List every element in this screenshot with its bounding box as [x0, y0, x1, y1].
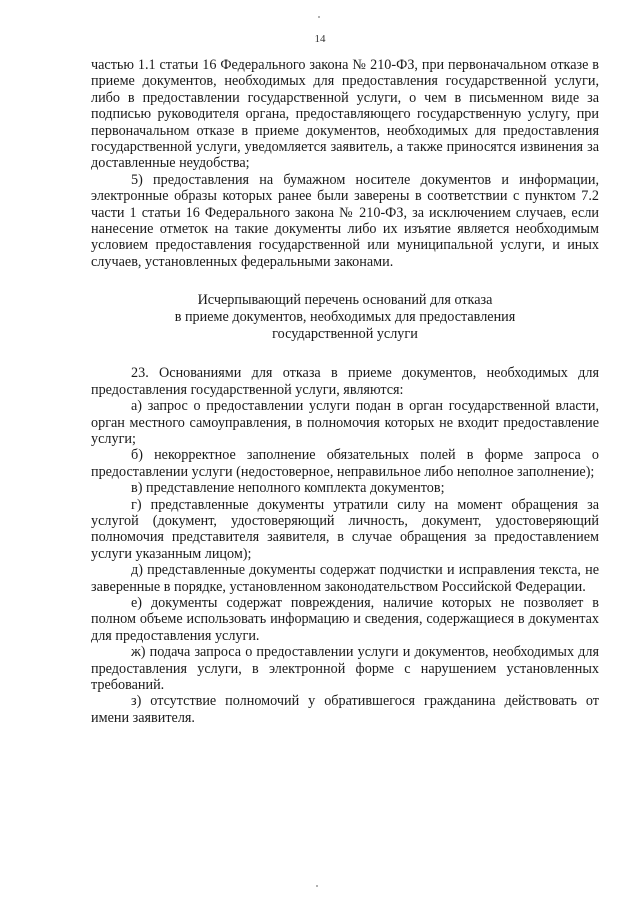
list-item-b: б) некорректное заполнение обязательных полей в форме запроса о предоставлении услуги (недостоверное, неправильное либо неполное заполнение);	[91, 447, 599, 480]
list-item-a: а) запрос о предоставлении услуги подан в орган государственной власти, орган местного самоуправления, в полномочия которых не входит предоставление услуги;	[91, 398, 599, 447]
list-item-e: е) документы содержат повреждения, наличие которых не позволяет в полном объеме использовать информацию и сведения, содержащиеся в документах для предоставления услуги.	[91, 594, 599, 644]
list-item-zh: ж) подача запроса о предоставлении услуги и документов, необходимых для предоставления услуги, в электронной форме с нарушением установленных требований.	[91, 644, 599, 693]
document-body	[91, 57, 599, 726]
section-heading-line: Исчерпывающий перечень оснований для отказа	[197, 292, 493, 309]
paragraph-clause-23: 23. Основаниями для отказа в приеме документов, необходимых для предоставления государственной услуги, являются:	[91, 365, 599, 398]
list-item-z: з) отсутствие полномочий у обратившегося гражданина действовать от имени заявителя.	[91, 693, 599, 726]
page-number: 14	[314, 33, 326, 45]
list-item-d: д) представленные документы содержат подчистки и исправления текста, не заверенные в порядке, установленном законодательством Российской Федерации.	[91, 562, 599, 595]
paragraph-item-5: 5) предоставления на бумажном носителе документов и информации, электронные образы которых ранее были заверены в соответствии с пунктом 7.2 части 1 статьи 16 Федерального закона № 210-ФЗ, за исключением случаев, если нанесение отметок на такие документы либо их изъятие является необходимым условием предоставления государственной или муниципальной услуги, и иных случаев, установленных федеральными законами.	[91, 171, 599, 270]
scan-speck	[316, 885, 318, 887]
paragraph-continuation: частью 1.1 статьи 16 Федерального закона № 210-ФЗ, при первоначальном отказе в приеме документов, необходимых для предоставления государственной услуги, либо в предоставлении государственной услуги, о чем в письменном виде за подписью руководителя органа, предоставляющего государственную услугу, при первоначальном отказе в приеме документов, необходимых для предоставления государственной услуги, уведомляется заявитель, а также приносятся извинения за доставленные неудобства;	[91, 57, 599, 172]
section-heading-line: в приеме документов, необходимых для предоставления	[174, 309, 516, 326]
scan-speck	[318, 16, 320, 18]
list-item-g: г) представленные документы утратили силу на момент обращения за услугой (документ, удостоверяющий личность, документ, удостоверяющий полномочия представителя заявителя, в случае обращения за предоставлением услуги указанным лицом);	[91, 496, 599, 562]
section-heading	[91, 292, 599, 343]
list-item-v: в) представление неполного комплекта документов;	[131, 480, 445, 497]
section-heading-line: государственной услуги	[272, 326, 418, 343]
